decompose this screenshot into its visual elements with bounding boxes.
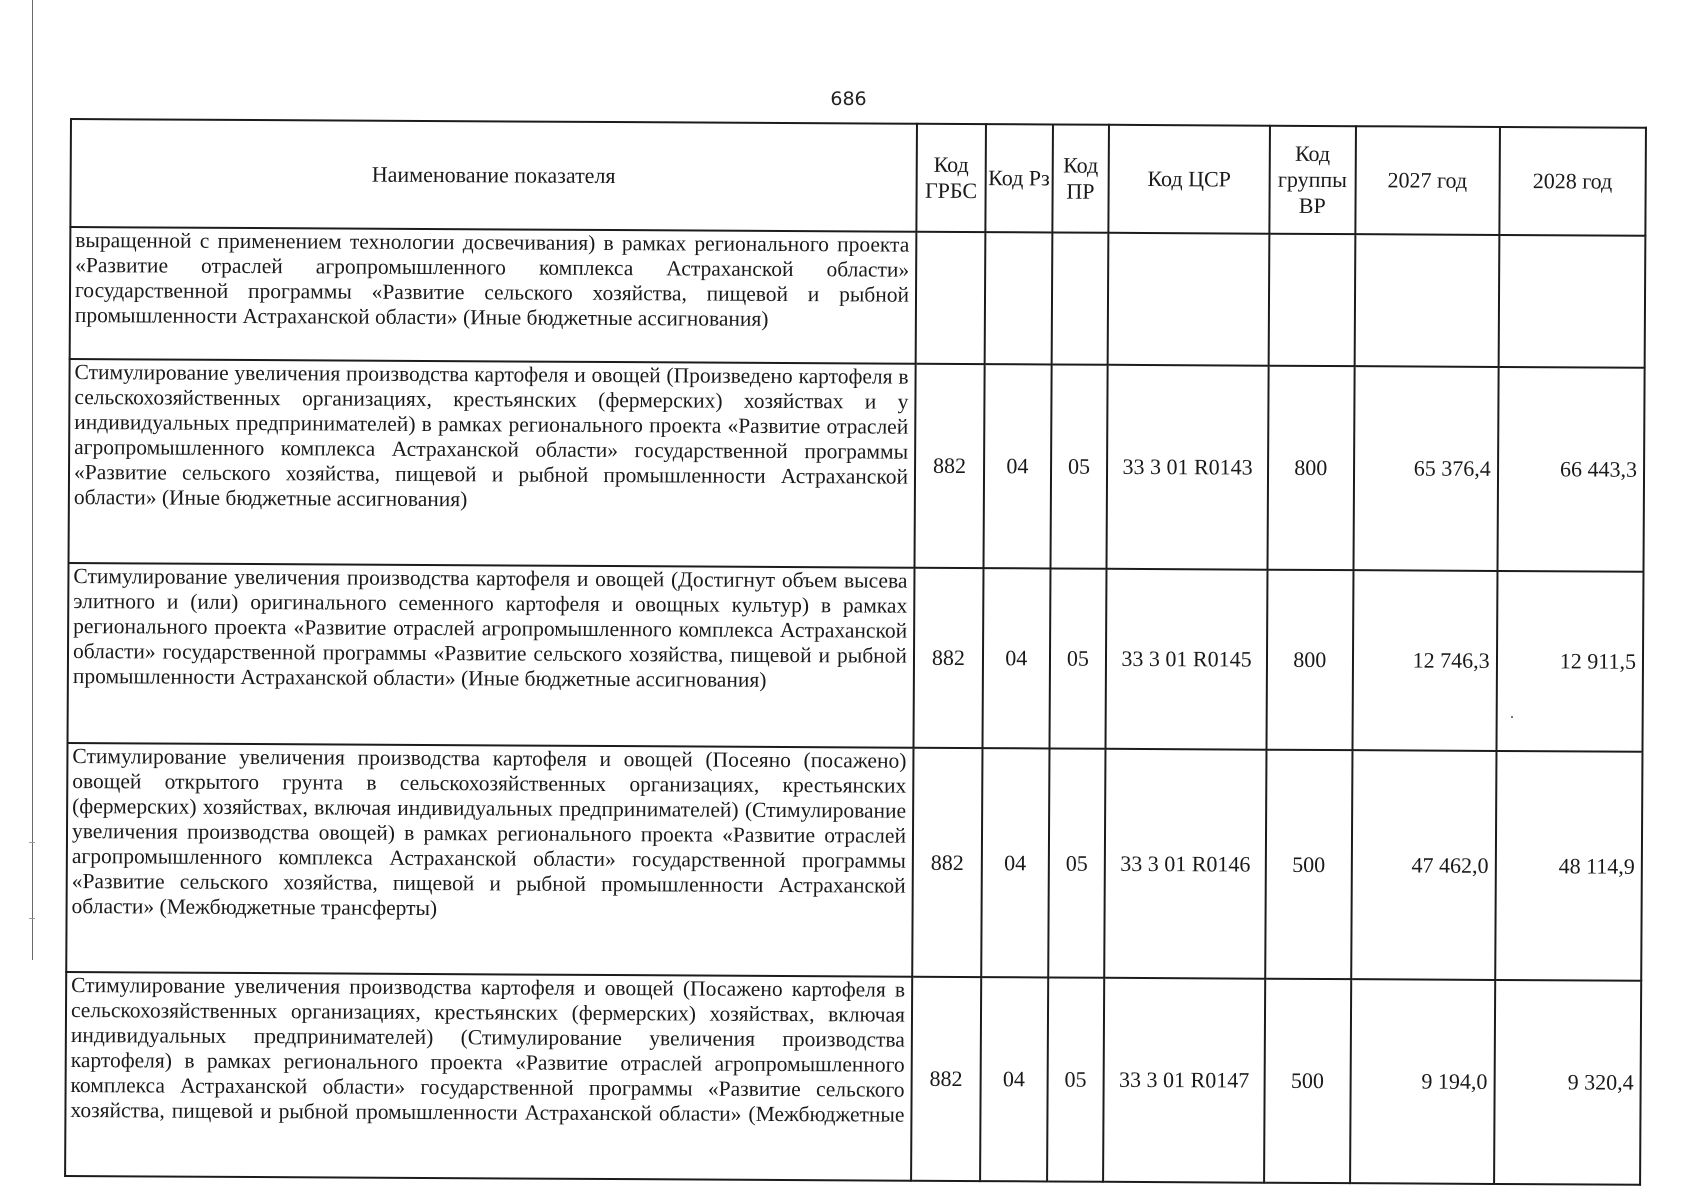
row-vr: 500 [1265,750,1352,979]
row-2027: 47 462,0 [1351,750,1496,980]
document-body [64,118,1647,1186]
row-grbs: 882 [913,568,983,748]
table-header-row [70,119,1646,236]
row-pr: 05 [1049,568,1106,748]
margin-tick [29,918,35,919]
row-2028: 48 114,9 [1495,751,1643,981]
page-number: 686 [830,88,867,110]
table-row [65,972,1641,1185]
row-2028: 12 911,5 [1496,571,1643,752]
header-csr: Код ЦСР [1109,125,1270,234]
row-2028 [1498,235,1645,368]
row-2027: 65 376,4 [1353,366,1498,571]
row-pr: 05 [1050,364,1108,568]
header-2028: 2028 год [1499,127,1646,236]
row-name: Стимулирование увеличения производства картофеля и овощей (Достигнут объем высева элитного и (или) оригинального семенного картофеля и овощных культур) в рамках регионального проекта «Развитие отраслей агропромышленного комплекса Астраханской области» государственной программы «Развитие сельского хозяйства, пищевой и рыбной промышленности Астраханской области» (Иные бюджетные ассигнования) [68,563,915,748]
header-name: Наименование показателя [70,119,917,232]
row-vr: 800 [1266,570,1353,750]
row-csr [1108,233,1270,366]
row-pr: 05 [1047,977,1105,1181]
header-rz: Код Рз [985,124,1052,232]
row-2027: 9 194,0 [1350,979,1495,1184]
row-vr: 500 [1264,979,1351,1183]
row-name: Стимулирование увеличения производства картофеля и овощей (Произведено картофеля в сельскохозяйственных организациях, крестьянских (фермерских) хозяйствах и у индивидуальных предпринимателей) в рамках регионального проекта «Развитие отраслей агропромышленного комплекса Астраханской области» государственной программы «Развитие сельского хозяйства, пищевой и рыбной промышленности Астраханской области» (Иные бюджетные ассигнования) [69,359,916,568]
row-name: Стимулирование увеличения производства картофеля и овощей (Посажено картофеля в сельскохозяйственных организациях, крестьянских (фермерских) хозяйствах, включая индивидуальных предпринимателей) (Стимулирование увеличения производства картофеля) в рамках регионального проекта «Развитие отраслей агропромышленного комплекса Астраханской области» государственной программы «Развитие сельского хозяйства, пищевой и рыбной промышленности Астраханской области» (Межбюджетные [65,972,912,1181]
header-vr: Код группы ВР [1269,126,1355,234]
row-rz [985,232,1053,364]
row-rz: 04 [983,364,1051,568]
row-2027 [1354,234,1499,367]
row-rz: 04 [982,568,1050,748]
row-rz: 04 [981,748,1049,977]
row-rz: 04 [980,977,1048,1181]
row-name: Стимулирование увеличения производства картофеля и овощей (Посеяно (посажено) овощей открытого грунта в сельскохозяйственных организациях, крестьянских (фермерских) хозяйствах, включая индивидуальных предпринимателей) (Стимулирование увеличения производства овощей) в рамках регионального проекта «Развитие отраслей агропромышленного комплекса Астраханской области» государственной программы «Развитие сельского хозяйства, пищевой и рыбной промышленности Астраханской области» (Межбюджетные трансферты) [66,743,913,977]
row-csr: 33 3 01 R0147 [1103,978,1265,1183]
margin-tick [29,842,35,843]
row-pr: 05 [1048,748,1106,977]
row-csr: 33 3 01 R0143 [1107,365,1269,570]
row-2028: 66 443,3 [1497,367,1644,572]
row-vr [1269,234,1355,366]
row-grbs: 882 [912,748,982,977]
header-grbs: Код ГРБС [916,124,986,232]
table-row [68,563,1644,752]
row-2027: 12 746,3 [1352,570,1497,751]
header-2027: 2027 год [1355,126,1500,235]
row-vr: 800 [1267,366,1354,570]
row-grbs [916,232,986,364]
row-grbs: 882 [914,364,984,568]
budget-table [64,118,1647,1186]
row-csr: 33 3 01 R0146 [1104,749,1266,979]
margin-line [32,0,33,960]
row-csr: 33 3 01 R0145 [1106,569,1268,750]
header-pr: Код ПР [1052,124,1109,232]
table-row [70,227,1646,368]
table-row [69,359,1645,572]
row-grbs: 882 [911,977,981,1181]
row-pr [1051,232,1108,364]
row-name: выращенной с применением технологии досвечивания) в рамках регионального проекта «Развитие отраслей агропромышленного комплекса Астраханской области» государственной программы «Развитие сельского хозяйства, пищевой и рыбной промышленности Астраханской области» (Иные бюджетные ассигнования) [70,227,917,364]
table-row [66,743,1642,981]
row-2028: 9 320,4 [1494,980,1641,1185]
